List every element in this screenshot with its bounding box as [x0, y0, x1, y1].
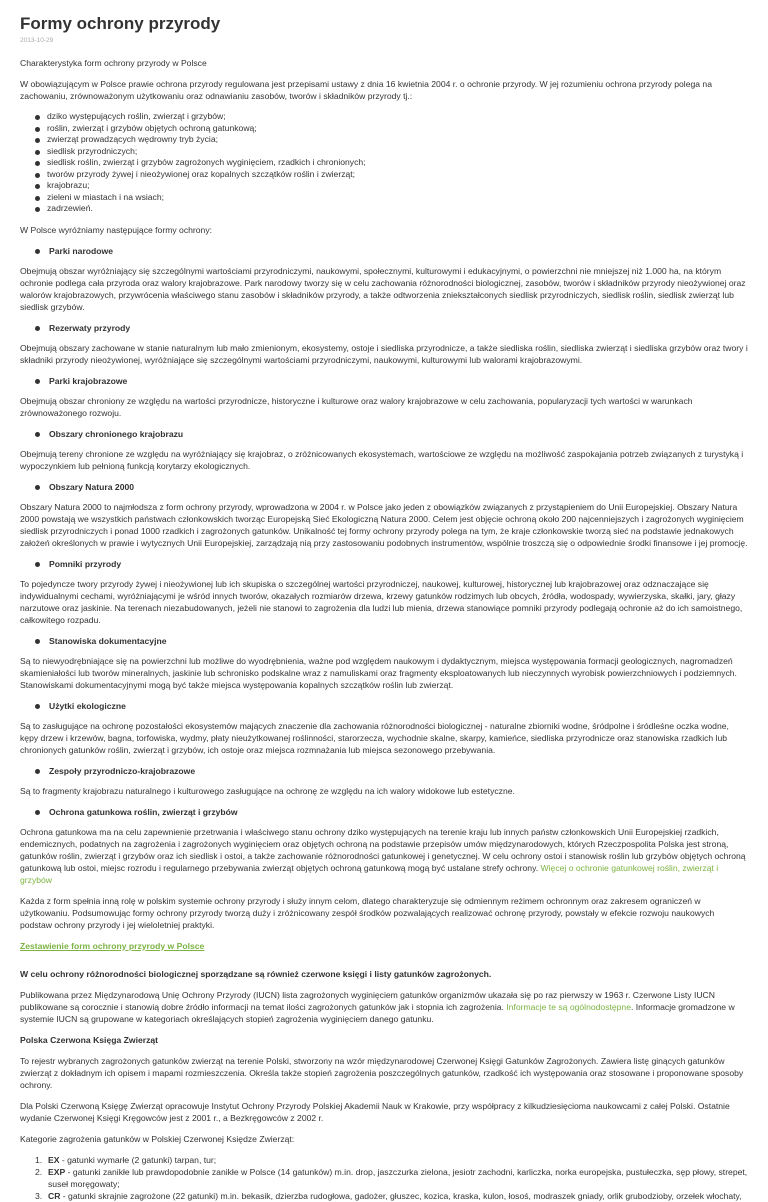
category-code: EX — [48, 1154, 60, 1165]
section-title: Obszary chronionego krajobrazu — [20, 428, 748, 440]
pckz-heading: Polska Czerwona Księga Zwierząt — [20, 1034, 159, 1045]
pckz-text: To rejestr wybranych zagrożonych gatunków zwierząt na terenie Polski, stworzony na wzór międzynarodowej Czerwonej Księgi Gatunków Zagrożonych. Zawiera listę ginących gatunków zwierząt z dokładnym ich opisem i mapami rozmieszczenia. Określa także stopień zagrożenia poszczególnych gatunków, rzadkość ich występowania oraz stosowane i proponowane sposoby ochrony. — [20, 1055, 744, 1090]
pckz-text-2: Dla Polski Czerwoną Księgę Zwierząt opracowuje Instytut Ochrony Przyrody Polskiej Akademii Nauk w Krakowie, przy współpracy z kilkudziesięcioma naukowcami z całej Polski. Ostatnie wydanie Czerwonej Księgi Kręgowców jest z 2001 r., a Bezkręgowców z 2002 r. — [20, 1100, 730, 1123]
section-text: To pojedyncze twory przyrody żywej i nieożywionej lub ich skupiska o szczególnej wartości przyrodniczej, naukowej, kulturowej, historycznej lub krajobrazowej oraz odznaczające się indywidualnymi cechami, wyróżniającymi je wśród innych tworów, okazałych rozmiarów drzewa, krzewy gatunków rodzimych lub obcych, źródła, wodospady, wywierzyska, skałki, jary, głazy narzutowe oraz jaskinie. Na terenach niezabudowanych, jeżeli nie stanowi to zagrożenia dla ludzi lub mienia, drzewa stanowiące pomniki przyrody podlegają ochronie aż do ich samoistnego, całkowitego rozpadu. — [20, 578, 743, 625]
section-text: Są to zasługujące na ochronę pozostałości ekosystemów mających znaczenie dla zachowania różnorodności biologicznej - naturalne zbiorniki wodne, śródpolne i śródleśne oczka wodne, kępy drzew i krzewów, bagna, torfowiska, wydmy, płaty nieużytkowanej roślinności, starorzecza, wychodnie skalne, skarpy, kamieńce, siedliska przyrodnicze oraz stanowiska rzadkich lub chronionych gatunków roślin, zwierząt i grzybów, ich ostoje oraz miejsca rozmnażania lub miejsca sezonowego przebywania. — [20, 720, 729, 755]
category-text: - gatunki skrajnie zagrożone (22 gatunki) m.in. bekasik, dzierzba rudogłowa, gadożer, głuszec, kozica, kraska, kulon, łosoś, modraszek gniady, orlik grubodzioby, orzełek włochaty, — [60, 1190, 742, 1201]
species-protection-link[interactable]: Więcej o ochronie gatunkowej roślin, zwierząt i grzybów — [20, 862, 719, 885]
section-text — [20, 826, 748, 886]
section-title: Ochrona gatunkowa roślin, zwierząt i grzybów — [20, 806, 748, 818]
section-title: Stanowiska dokumentacyjne — [20, 635, 748, 647]
form-section — [20, 635, 748, 691]
red-book-heading: W celu ochrony różnorodności biologicznej sporządzane są również czerwone księgi i listy gatunków zagrożonych. — [20, 968, 492, 979]
resource-list — [20, 111, 748, 215]
categories-intro: Kategorie zagrożenia gatunków w Polskiej Czerwonej Księdze Zwierząt: — [20, 1133, 295, 1144]
list-item: tworów przyrody żywej i nieożywionej oraz kopalnych szczątków roślin i zwierząt; — [35, 169, 748, 181]
section-text: Są to fragmenty krajobrazu naturalnego i kulturowego zasługujące na ochronę ze względu na ich walory widokowe lub estetyczne. — [20, 785, 515, 796]
category-text: - gatunki zanikłe lub prawdopodobnie zanikłe w Polsce (14 gatunków) m.in. drop, jaszczurka zielona, jesiotr zachodni, karliczka, norka europejska, pustułeczka, sęp płowy, strepet, suseł moręgowaty; — [48, 1166, 748, 1189]
item-number: 2. — [35, 1166, 43, 1177]
publish-date: 2013-10-29 — [20, 37, 54, 44]
list-item: zwierząt prowadzących wędrowny tryb życia; — [35, 134, 748, 146]
section-title: Rezerwaty przyrody — [20, 322, 748, 334]
section-title: Parki narodowe — [20, 245, 748, 257]
list-item: roślin, zwierząt i grzybów objętych ochroną gatunkową; — [35, 123, 748, 135]
form-section — [20, 428, 748, 472]
list-item: dziko występujących roślin, zwierząt i grzybów; — [35, 111, 748, 123]
form-section — [20, 481, 748, 549]
iucn-text-start: Publikowana przez Międzynarodową Unię Ochrony Przyrody (IUCN) lista zagrożonych wyginięciem gatunków organizmów ukazała się po raz pierwszy w 1963 r. Czerwone Listy IUCN publikowane są corocznie i stanowią dobre źródło informacji na temat ilości zagrożonych gatunków jak i stopnia ich zagrożenia. — [20, 989, 715, 1012]
list-item: krajobrazu; — [35, 180, 748, 192]
list-item — [35, 1154, 748, 1166]
forms-intro: W Polsce wyróżniamy następujące formy ochrony: — [20, 224, 212, 235]
list-item: siedlisk roślin, zwierząt i grzybów zagrożonych wyginięciem, rzadkich i chronionych; — [35, 157, 748, 169]
item-number: 1. — [35, 1154, 43, 1165]
form-section — [20, 765, 748, 797]
section-text: Obejmują obszar chroniony ze względu na wartości przyrodnicze, historyczne i kulturowe oraz walory krajobrazowe w celu zachowania, popularyzacji tych wartości w warunkach zrównoważonego rozwoju. — [20, 395, 693, 418]
section-title: Zespoły przyrodniczo-krajobrazowe — [20, 765, 748, 777]
category-code: CR — [48, 1190, 61, 1201]
category-text: - gatunki wymarłe (2 gatunki) tarpan, tur; — [59, 1154, 217, 1165]
list-item — [35, 1166, 748, 1190]
section-text-body: Ochrona gatunkowa ma na celu zapewnienie przetrwania i właściwego stanu ochrony dziko występujących na terenie kraju lub innych państw członkowskich Unii Europejskiej rzadkich, endemicznych, podatnych na zagrożenia i zagrożonych wyginięciem oraz objętych ochroną na podstawie przepisów umów międzynarodowych, których Rzeczpospolita Polska jest stroną, gatunków roślin, zwierząt i grzybów oraz ich siedlisk i ostoi, a także zachowanie różnorodności gatunkowej i genetycznej. W celu ochrony ostoi i stanowisk roślin lub grzybów objętych ochroną gatunkową lub ostoi, miejsc rozrodu i regularnego przebywania zwierząt objętych ochroną gatunkową mogą być ustalane strefy ochrony. — [20, 826, 746, 873]
section-text: Obejmują obszary zachowane w stanie naturalnym lub mało zmienionym, ekosystemy, ostoje i siedliska przyrodnicze, a także siedliska roślin, siedliska zwierząt i siedliska grzybów oraz twory i składniki przyrody nieożywionej, wyróżniające się szczególnymi wartościami przyrodniczymi, naukowymi, kulturowymi lub walorami krajobrazowymi. — [20, 342, 748, 365]
form-section — [20, 322, 748, 366]
category-code: EXP — [48, 1166, 66, 1177]
section-text: Obejmują obszar wyróżniający się szczególnymi wartościami przyrodniczymi, naukowymi, społecznymi, kulturowymi i edukacyjnymi, o powierzchni nie mniejszej niż 1.000 ha, na którym ochronie podlega cała przyroda oraz walory krajobrazowe. Park narodowy tworzy się w celu zachowania różnorodności biologicznej, zasobów, tworów i składników przyrody nieożywionej oraz walorów krajobrazowych, przywrócenia właściwego stanu zasobów i składników przyrody, a także odtworzenia zniekształconych siedlisk przyrodniczych, siedlisk roślin, siedlisk zwierząt lub siedlisk grzybów. — [20, 265, 746, 312]
intro-heading: Charakterystyka form ochrony przyrody w Polsce — [20, 58, 207, 68]
iucn-text-end: . Informacje gromadzone w systemie IUCN są grupowane w kategoriach określających stopień zagrożenia wyginięciem danego gatunku. — [20, 1001, 735, 1024]
form-section — [20, 245, 748, 313]
list-item: zieleni w miastach i na wsiach; — [35, 192, 748, 204]
iucn-info-link[interactable]: Informacje te są ogólnodostępne — [506, 1001, 631, 1012]
form-section — [20, 375, 748, 419]
list-item — [35, 1190, 748, 1202]
section-text: Obszary Natura 2000 to najmłodsza z form ochrony przyrody, wprowadzona w 2004 r. w Polsce jako jeden z obowiązków związanych z przystąpieniem do Unii Europejskiej. Obszary Natura 2000 powstają we wszystkich państwach członkowskich tworząc Europejską Sieć Ekologiczną Natura 2000. Celem jest objęcie ochroną około 200 najcenniejszych i zagrożonych wyginięciem siedlisk przyrodniczych i ponad 1000 rzadkich i zagrożonych gatunków. Unikalność tej formy ochrony przyrody polega na tym, że kraje członkowskie tworzą sieć na podstawie jednakowych założeń określonych w prawie i wytycznych Unii Europejskiej, zarządzają nią przy zastosowaniu podobnych instrumentów, wspólnie troszczą się o odpowiednie środki finansowe i jej promocję. — [20, 501, 748, 548]
list-item: siedlisk przyrodniczych; — [35, 146, 748, 158]
item-number: 3. — [35, 1190, 43, 1201]
section-text: Są to niewyodrębniające się na powierzchni lub możliwe do wyodrębnienia, ważne pod względem naukowym i dydaktycznym, miejsca występowania formacji geologicznych, nagromadzeń skamieniałości lub tworów mineralnych, jaskinie lub schronisko podskalne wraz z namuliskami oraz fragmenty eksploatowanych lub nieczynnych wyrobisk powierzchniowych i podziemnych. Stanowiskami dokumentacyjnymi mogą być także miejsca występowania kopalnych szczątków roślin lub zwierząt. — [20, 655, 737, 690]
section-title: Obszary Natura 2000 — [20, 481, 748, 493]
summary-text: Każda z form spełnia inną rolę w polskim systemie ochrony przyrody i służy innym celom, dlatego charakteryzuje się odmiennym reżimem ochronnym oraz zakresem ograniczeń w użytkowaniu. Podsumowując formy ochrony przyrody tworzą duży i zróżnicowany zespół środków pozwalających realizować ochronę przyrody, powstały w efekcie rozwoju naukowych podstaw ochrony przyrody i jej wieloletniej praktyki. — [20, 895, 715, 930]
section-title: Użytki ekologiczne — [20, 700, 748, 712]
section-text: Obejmują tereny chronione ze względu na wyróżniający się krajobraz, o zróżnicowanych ekosystemach, wartościowe ze względu na możliwość zaspokajania potrzeb związanych z turystyką i wypoczynkiem lub pełnioną funkcją korytarzy ekologicznych. — [20, 448, 744, 471]
intro-text: W obowiązującym w Polsce prawie ochrona przyrody regulowana jest przepisami ustawy z dnia 16 kwietnia 2004 r. o ochronie przyrody. W jej rozumieniu ochrona przyrody polega na zachowaniu, zrównoważonym użytkowaniu oraz odnawianiu zasobów, tworów i składników przyrody tj.: — [20, 79, 712, 101]
form-section — [20, 558, 748, 626]
list-item: zadrzewień. — [35, 203, 748, 215]
form-section — [20, 806, 748, 886]
section-title: Parki krajobrazowe — [20, 375, 748, 387]
forms-summary-link[interactable]: Zestawienie form ochrony przyrody w Polsce — [20, 940, 205, 951]
form-section — [20, 700, 748, 756]
category-list — [20, 1154, 748, 1202]
section-title: Pomniki przyrody — [20, 558, 748, 570]
page-title: Formy ochrony przyrody — [20, 14, 221, 33]
